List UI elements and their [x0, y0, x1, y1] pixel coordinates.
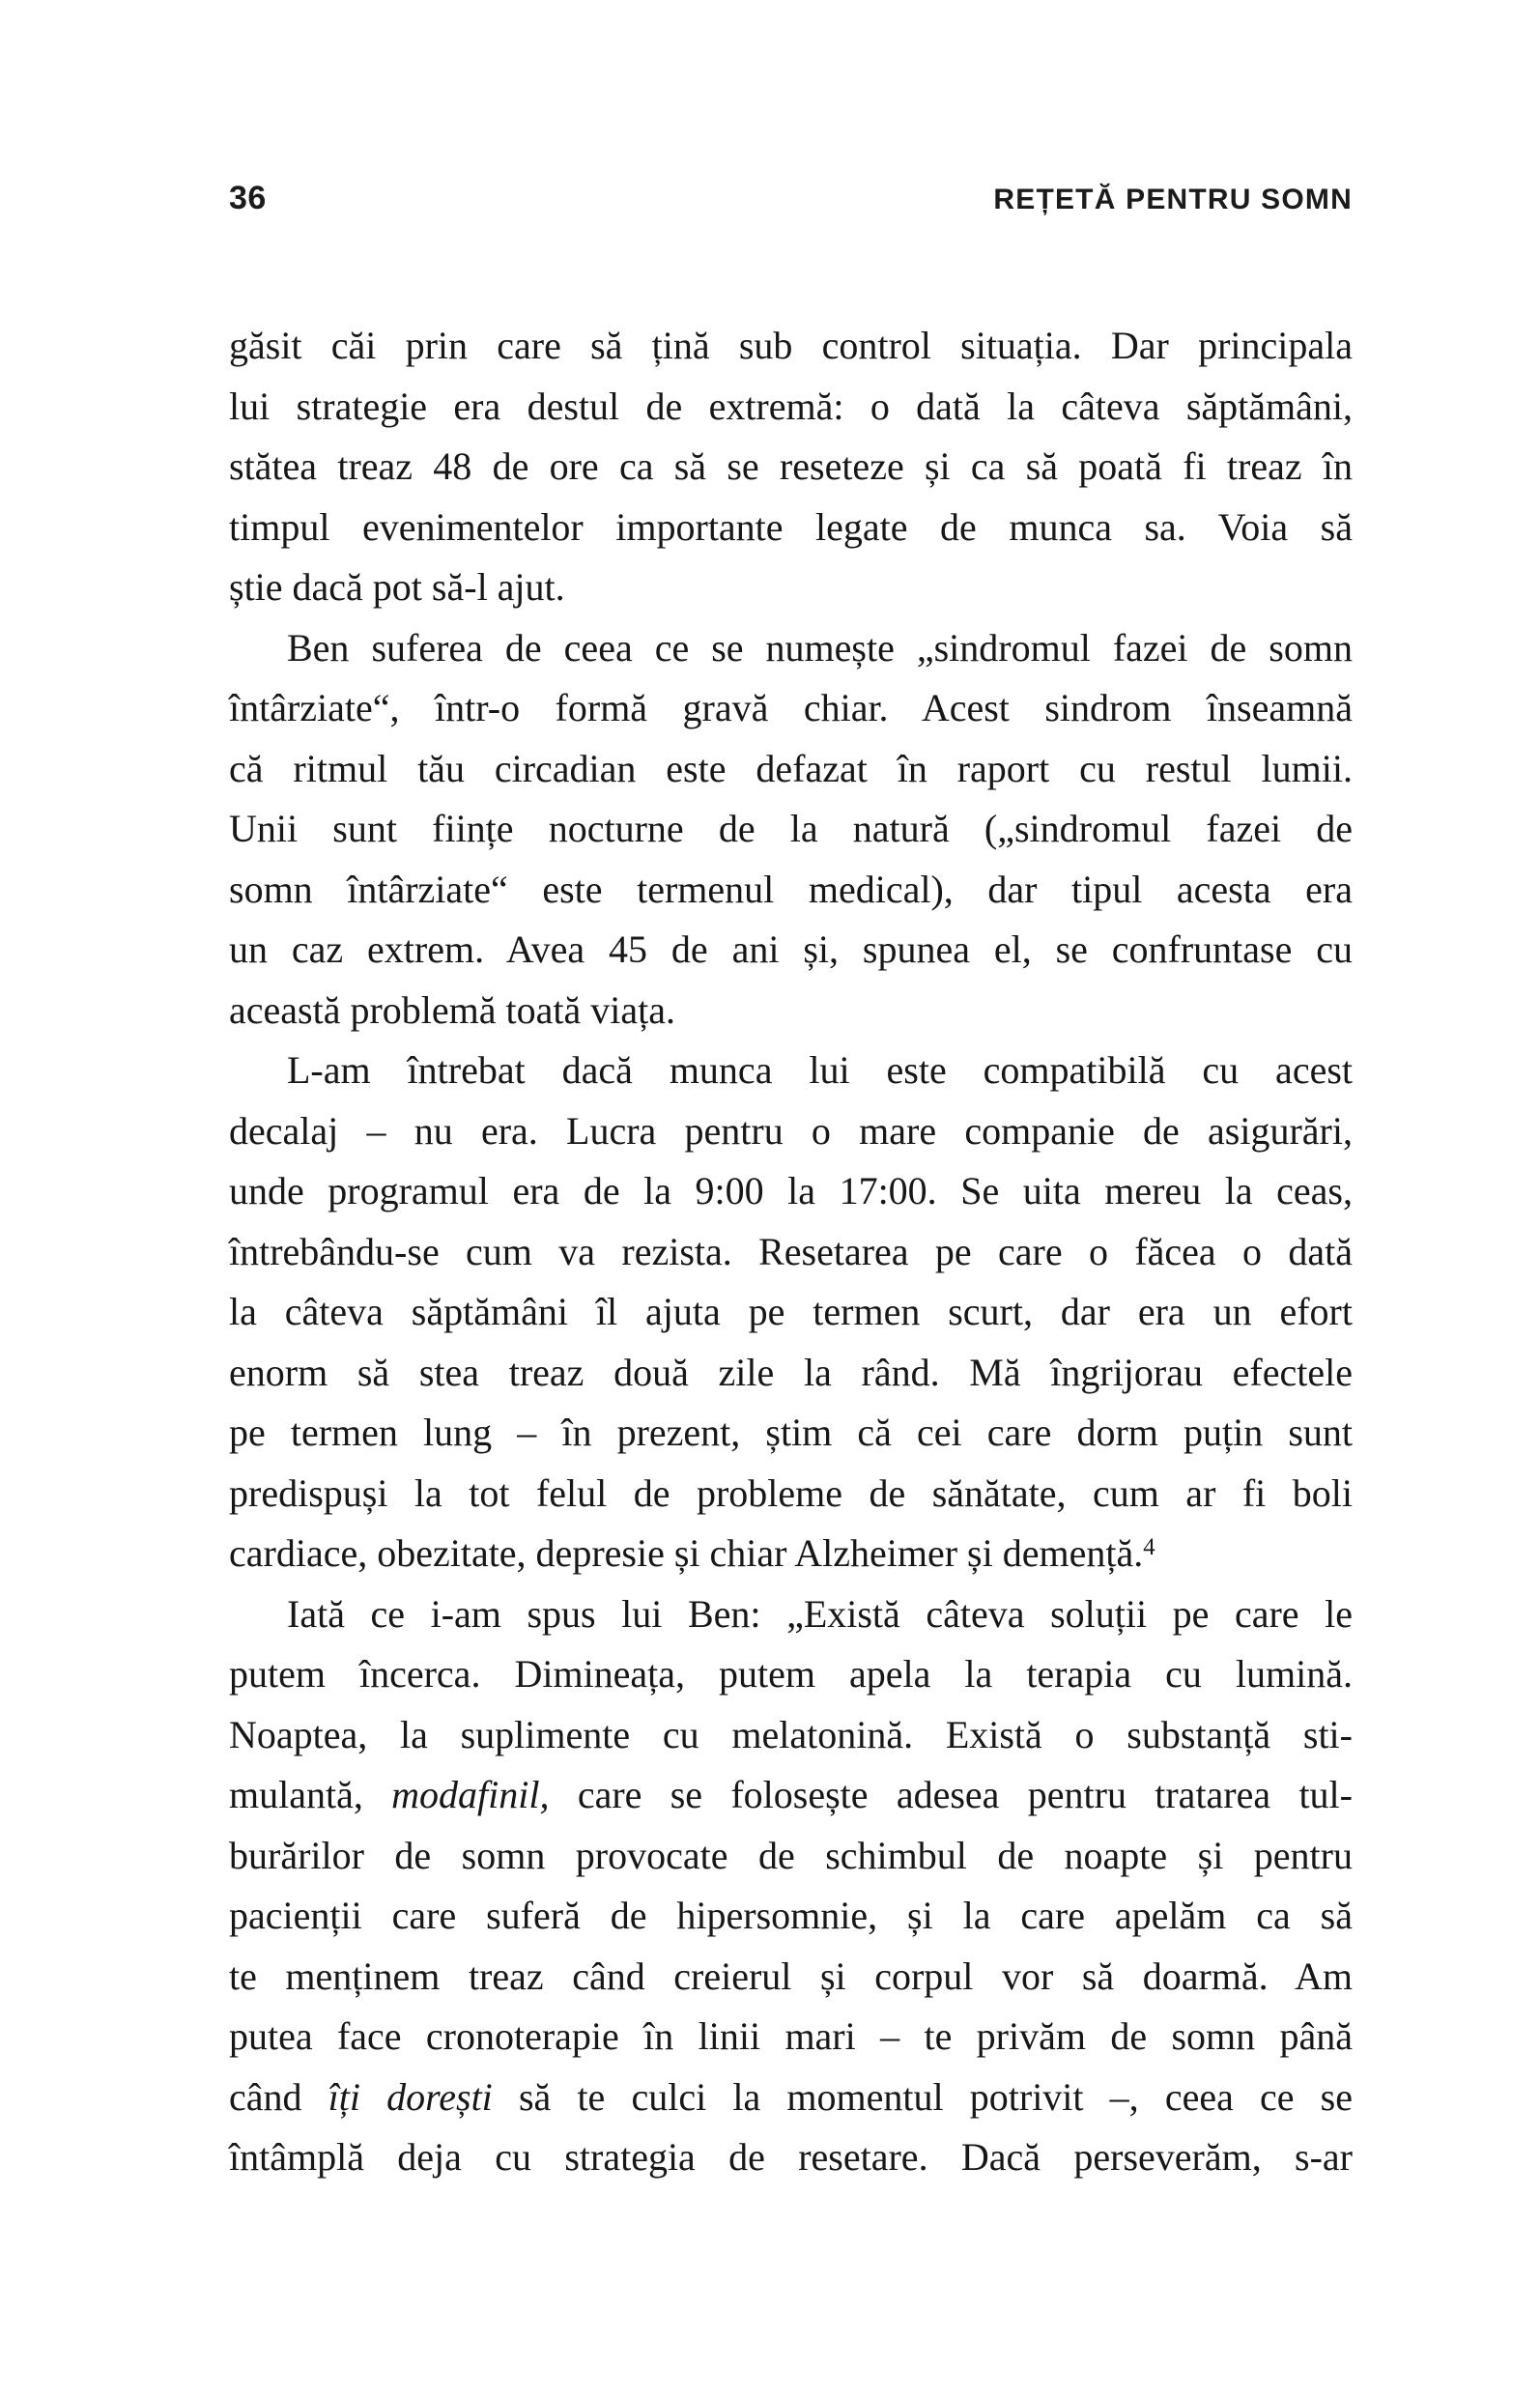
text-line: la câteva săptămâni îl ajuta pe termen scurt, dar era un efort [229, 1290, 1353, 1333]
text-line: Iată ce i-am spus lui Ben: „Există câteva soluții pe care le [287, 1591, 1353, 1636]
text-line: somn întârziate“ este termenul medical), dar tipul acesta era [229, 867, 1353, 911]
text-line: găsit căi prin care să țină sub control situația. Dar principala [229, 324, 1353, 367]
text-line: Ben suferea de ceea ce se numește „sindromul fazei de somn [287, 625, 1353, 670]
text-line: putea face cronoterapie în linii mari – te privăm de somn până [229, 2014, 1353, 2058]
text-line: pacienții care suferă de hipersomnie, și la care apelăm ca să [229, 1894, 1353, 1937]
text-line: Unii sunt ființe nocturne de la natură („sindromul fazei de [229, 807, 1353, 850]
text-line: predispuși la tot felul de probleme de sănătate, cum ar fi boli [229, 1470, 1353, 1515]
text-line: această problemă toată viața. [229, 987, 675, 1032]
text-line: mulantă, modafinil, care se folosește adesea pentru tratarea tul- [229, 1773, 1353, 1816]
text-line: decalaj – nu era. Lucra pentru o mare companie de asigurări, [229, 1108, 1353, 1153]
text-line: stătea treaz 48 de ore ca să se reseteze și ca să poată fi treaz în [229, 444, 1353, 488]
text-line: întârziate“, într-o formă gravă chiar. Acest sindrom înseamnă [229, 686, 1353, 729]
text-line: enorm să stea treaz două zile la rând. Mă îngrijorau efectele [229, 1350, 1353, 1394]
running-title: REȚETĂ PENTRU SOMN [993, 184, 1353, 215]
text-line: când îți dorești să te culci la momentul potrivit –, ceea ce se [229, 2074, 1354, 2119]
text-line: știe dacă pot să-l ajut. [229, 565, 565, 609]
text-line: L-am întrebat dacă munca lui este compatibilă cu acest [287, 1048, 1353, 1092]
text-line: întrebându-se cum va rezista. Resetarea pe care o făcea o dată [229, 1229, 1353, 1273]
text-line: putem încerca. Dimineața, putem apela la terapia cu lumină. [229, 1652, 1353, 1696]
text-line: unde programul era de la 9:00 la 17:00. Se uita mereu la ceas, [229, 1169, 1353, 1212]
running-header [229, 180, 1353, 217]
text-line: că ritmul tău circadian este defazat în raport cu restul lumii. [229, 746, 1353, 790]
text-line: cardiace, obezitate, depresie și chiar Alzheimer și demență.$^4$ [229, 1531, 1155, 1575]
page-number: 36 [229, 180, 267, 216]
text-line: lui strategie era destul de extremă: o dată la câteva săptămâni, [229, 384, 1353, 428]
text-line: timpul evenimentelor importante legate de munca sa. Voia să [229, 504, 1353, 549]
text-line: un caz extrem. Avea 45 de ani și, spunea el, se confruntase cu [229, 927, 1353, 971]
text-line: burărilor de somn provocate de schimbul de noapte și pentru [229, 1833, 1353, 1877]
text-line: Noaptea, la suplimente cu melatonină. Există o substanță sti- [229, 1712, 1353, 1756]
text-line: pe termen lung – în prezent, știm că cei care dorm puțin sunt [229, 1411, 1353, 1454]
text-line: te menținem treaz când creierul și corpul vor să doarmă. Am [229, 1954, 1353, 1998]
body-text [229, 316, 1353, 2188]
text-line: întâmplă deja cu strategia de resetare. Dacă perseverăm, s-ar [229, 2135, 1353, 2179]
